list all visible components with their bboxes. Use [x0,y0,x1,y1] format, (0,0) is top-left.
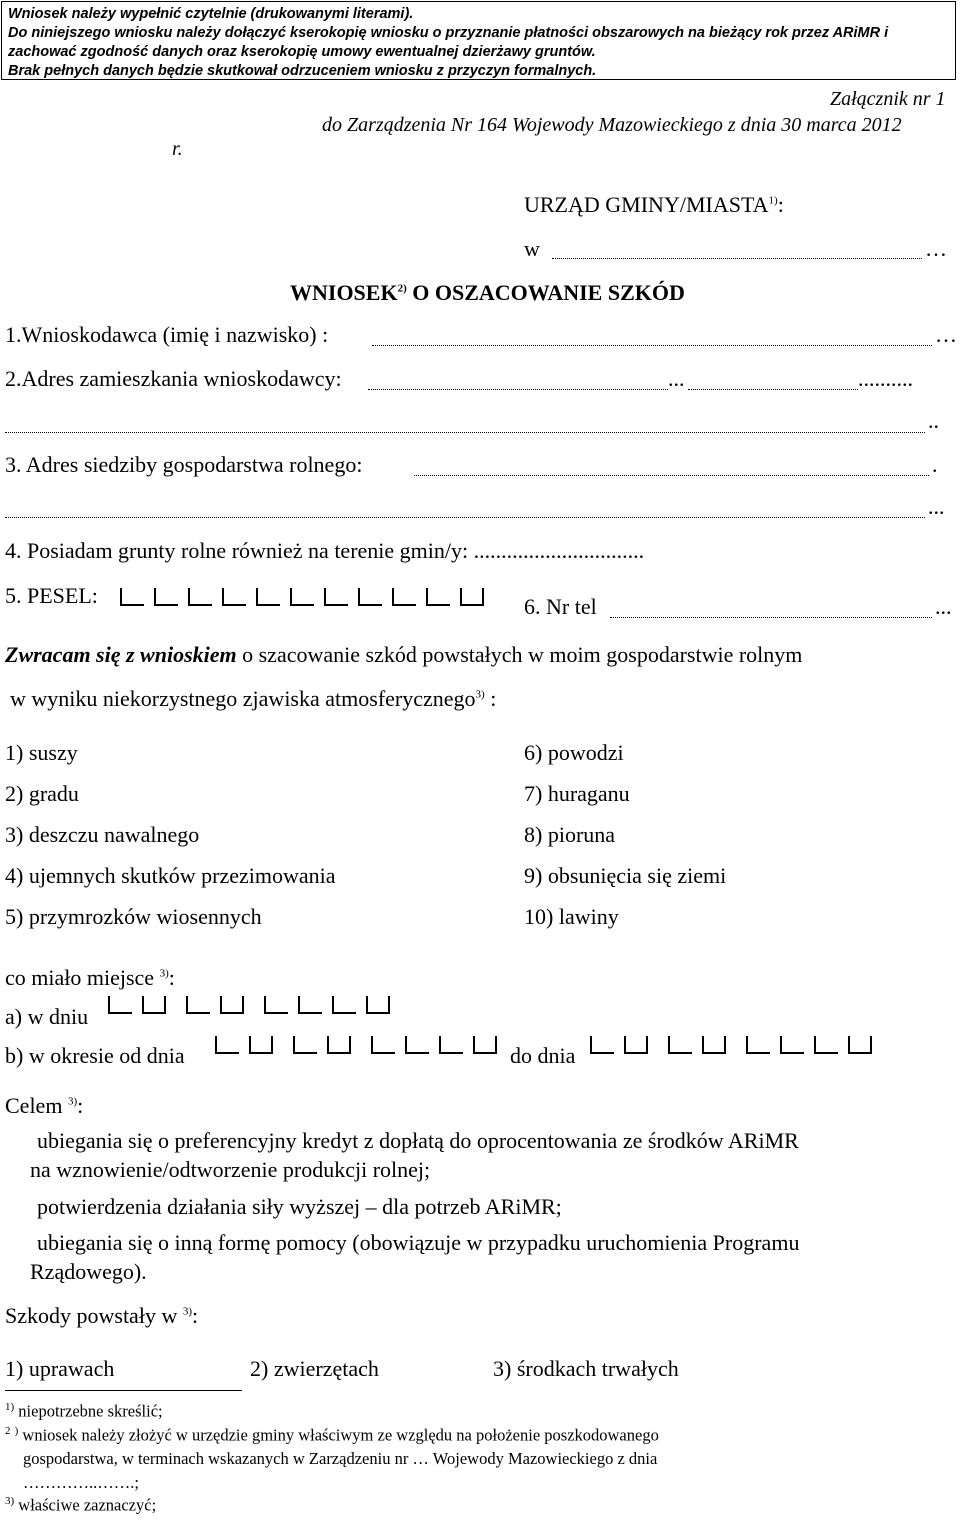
footnote-2-line-3: …………..…….; [23,1473,139,1492]
purpose-label: Celem $^{3)}$: [5,1093,84,1118]
farm-address-tail: . [932,452,938,477]
date-on-boxes[interactable] [108,996,400,1014]
applicant-address-line-2-tail: .. [928,408,939,433]
damage-fixed-assets[interactable]: 3) środkach trwałych [493,1356,679,1381]
date-box[interactable] [473,1036,497,1054]
option-heavy-rain[interactable]: 3) deszczu nawalnego [5,822,200,847]
date-box[interactable] [332,996,356,1014]
date-box[interactable] [220,996,244,1014]
purpose-credit-cont: na wznowienie/odtworzenie produkcji rolnej; [30,1157,431,1182]
date-box[interactable] [439,1036,463,1054]
date-box[interactable] [264,996,288,1014]
phone-field[interactable] [610,617,932,618]
footnote-2-line-2: gospodarstwa, w terminach wskazanych w Zarządzeniu nr … Wojewody Mazowieckiego z dnia [23,1449,658,1468]
option-lightning[interactable]: 8) pioruna [524,822,616,847]
decree-year-suffix: r. [172,138,183,160]
footnote-separator [5,1390,242,1391]
other-land-field[interactable]: 4. Posiadam grunty rolne również na terenie gmin/y: ............................... [5,538,645,563]
option-hurricane[interactable]: 7) huraganu [524,781,630,806]
farm-address-line-2-tail: ... [928,494,945,519]
date-box[interactable] [186,996,210,1014]
pesel-box[interactable] [460,588,484,606]
footnote-1: $^{1)}$ niepotrzebne skreślić; [5,1401,163,1421]
notice-box [1,1,956,80]
date-box[interactable] [780,1036,804,1054]
date-box[interactable] [293,1036,317,1054]
applicant-name-field[interactable] [372,345,932,346]
office-location-tail: … [925,236,947,261]
applicant-name-tail: … [935,322,957,347]
option-winter-damage[interactable]: 4) ujemnych skutków przezimowania [5,863,336,888]
pesel-box[interactable] [120,588,144,606]
phenomenon-intro: w wyniku niekorzystnego zjawiska atmosferycznego$^{3)}$ : [10,686,497,711]
date-box[interactable] [814,1036,838,1054]
pesel-box[interactable] [256,588,280,606]
pesel-label: 5. PESEL: [5,583,98,608]
purpose-other-aid[interactable]: ubiegania się o inną formę pomocy (obowiązuje w przypadku uruchomienia Programu [37,1230,800,1255]
date-box[interactable] [848,1036,872,1054]
damage-label: Szkody powstały w $^{3)}$: [5,1303,199,1328]
pesel-box[interactable] [290,588,314,606]
date-to-boxes[interactable] [590,1036,882,1054]
date-box[interactable] [371,1036,395,1054]
option-avalanche[interactable]: 10) lawiny [524,904,619,929]
office-location-prefix: w [524,236,540,261]
farm-address-field[interactable] [414,475,929,476]
applicant-address-mid: ... [668,366,685,391]
date-box[interactable] [142,996,166,1014]
pesel-box[interactable] [392,588,416,606]
footnote-2: $^2$ ) wniosek należy złożyć w urzędzie gminy właściwym ze względu na położenie poszkodowanego [5,1425,659,1445]
option-spring-frost[interactable]: 5) przymrozków wiosennych [5,904,262,929]
date-from-boxes[interactable] [215,1036,507,1054]
decree-reference: do Zarządzenia Nr 164 Wojewody Mazowieckiego z dnia 30 marca 2012 [322,114,902,136]
notice-line-4: Brak pełnych danych będzie skutkował odrzuceniem wniosku z przyczyn formalnych. [8,63,597,79]
pesel-box[interactable] [188,588,212,606]
date-box[interactable] [298,996,322,1014]
date-box[interactable] [624,1036,648,1054]
date-box[interactable] [366,996,390,1014]
damage-crops[interactable]: 1) uprawach [5,1356,115,1381]
date-box[interactable] [668,1036,692,1054]
purpose-other-aid-cont: Rządowego). [30,1259,147,1284]
pesel-box[interactable] [324,588,348,606]
date-box[interactable] [249,1036,273,1054]
option-drought[interactable]: 1) suszy [5,740,78,765]
request-statement: Zwracam się z wnioskiem o szacowanie szkód powstałych w moim gospodarstwie rolnym [5,642,803,667]
purpose-credit[interactable]: ubiegania się o preferencyjny kredyt z dopłatą do oprocentowania ze środków ARiMR [37,1128,799,1153]
pesel-box[interactable] [222,588,246,606]
option-landslide[interactable]: 9) obsunięcia się ziemi [524,863,727,888]
farm-address-label: 3. Adres siedziby gospodarstwa rolnego: [5,452,363,477]
notice-line-1: Wniosek należy wypełnić czytelnie (drukowanymi literami). [8,6,414,22]
farm-address-line-2[interactable] [5,517,925,518]
date-box[interactable] [746,1036,770,1054]
office-location-field[interactable] [552,258,922,259]
date-on-label: a) w dniu [5,1004,89,1029]
phone-tail: ... [935,594,952,619]
option-hail[interactable]: 2) gradu [5,781,79,806]
form-title: WNIOSEK$^{2)}$ O OSZACOWANIE SZKÓD [290,280,685,305]
occurred-label: co miało miejsce $^{3)}$: [5,965,175,990]
applicant-address-field[interactable] [368,389,668,390]
date-box[interactable] [108,996,132,1014]
office-label: URZĄD GMINY/MIASTA$^{1)}$: [524,192,784,217]
date-box[interactable] [215,1036,239,1054]
date-from-label: b) w okresie od dnia [5,1043,185,1068]
footnote-3: $^{3)}$ właściwe zaznaczyć; [5,1495,157,1515]
applicant-address-tail: .......... [858,366,913,391]
damage-animals[interactable]: 2) zwierzętach [250,1356,379,1381]
notice-line-2: Do niniejszego wniosku należy dołączyć kserokopię wniosku o przyznanie płatności obszarowych na bieżący rok przez ARiMR i [8,25,889,41]
phone-label: 6. Nr tel [524,594,597,619]
applicant-address-line-2[interactable] [5,432,925,433]
date-box[interactable] [590,1036,614,1054]
attachment-label: Załącznik nr 1 [830,88,946,110]
date-box[interactable] [702,1036,726,1054]
purpose-force-majeure[interactable]: potwierdzenia działania siły wyższej – dla potrzeb ARiMR; [37,1194,562,1219]
date-box[interactable] [327,1036,351,1054]
date-box[interactable] [405,1036,429,1054]
pesel-box[interactable] [154,588,178,606]
option-flood[interactable]: 6) powodzi [524,740,624,765]
applicant-name-label: 1.Wnioskodawca (imię i nazwisko) : [5,322,329,347]
pesel-box[interactable] [358,588,382,606]
pesel-boxes[interactable] [120,588,494,606]
date-to-label: do dnia [510,1043,576,1068]
pesel-box[interactable] [426,588,450,606]
applicant-address-field-2[interactable] [688,389,858,390]
applicant-address-label: 2.Adres zamieszkania wnioskodawcy: [5,366,342,391]
notice-line-3: zachować zgodność danych oraz kserokopię umowy ewentualnej dzierżawy gruntów. [8,44,596,60]
